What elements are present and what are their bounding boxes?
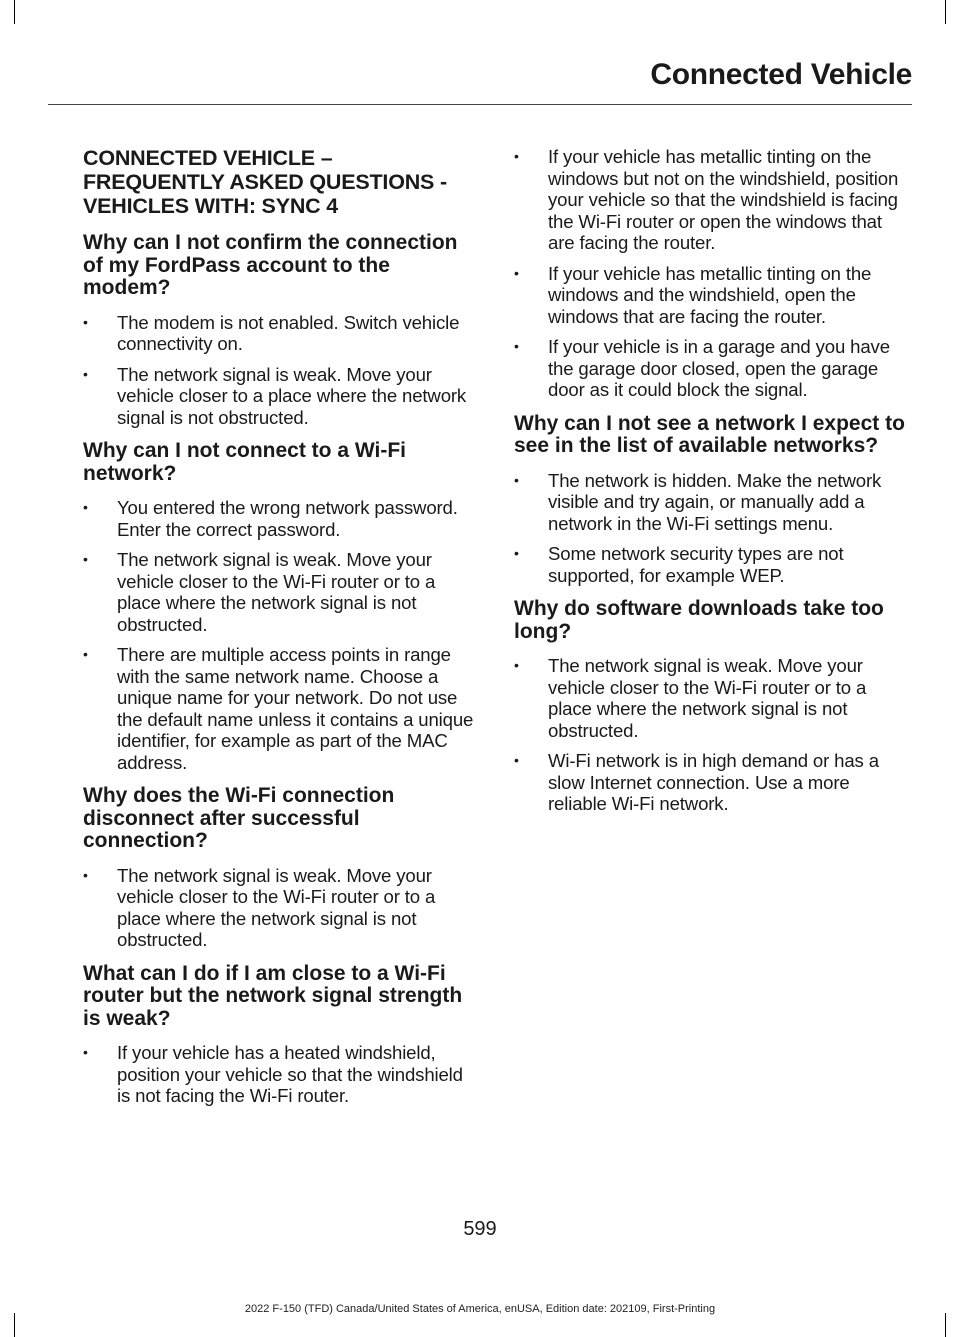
answer-item xyxy=(83,865,475,951)
answer-text: The modem is not enabled. Switch vehicle connectivity on. xyxy=(117,311,460,354)
answer-text: If your vehicle is in a garage and you have the garage door closed, open the garage door as it could block the signal. xyxy=(548,336,890,400)
answer-text: Some network security types are not supported, for example WEP. xyxy=(548,543,844,586)
answer-list xyxy=(83,497,475,773)
answer-text: Wi-Fi network is in high demand or has a slow Internet connection. Use a more reliable Wi-Fi network. xyxy=(548,750,879,814)
answer-text: You entered the wrong network password. Enter the correct password. xyxy=(117,497,458,540)
answer-text: If your vehicle has metallic tinting on the windows and the windshield, open the windows that are facing the router. xyxy=(548,262,872,327)
answer-text: The network signal is weak. Move your vehicle closer to the Wi-Fi router or to a place where the network signal is not obstructed. xyxy=(548,655,867,741)
answer-item xyxy=(83,364,475,429)
answer-list xyxy=(83,1042,475,1107)
answer-text: The network signal is weak. Move your vehicle closer to the Wi-Fi router or to a place where the network signal is not obstructed. xyxy=(117,864,436,950)
answer-item xyxy=(514,543,908,586)
answer-item xyxy=(83,497,475,540)
header-divider xyxy=(48,104,912,105)
bullet-icon: • xyxy=(83,551,88,567)
answer-text: The network signal is weak. Move your vehicle closer to a place where the network signal is not obstructed. xyxy=(117,363,467,428)
bullet-icon: • xyxy=(514,471,519,488)
bullet-icon: • xyxy=(514,338,519,354)
bullet-icon: • xyxy=(514,148,519,164)
answer-list xyxy=(514,470,908,587)
question-heading: Why can I not see a network I expect to see in the list of available networks? xyxy=(514,411,905,457)
question-heading: What can I do if I am close to a Wi-Fi router but the network signal strength is weak? xyxy=(83,961,463,1030)
answer-item xyxy=(514,336,908,401)
bullet-icon: • xyxy=(83,866,88,883)
question-heading: Why can I not confirm the connection of my FordPass account to the modem? xyxy=(83,231,458,299)
edition-footer: 2022 F-150 (TFD) Canada/United States of America, enUSA, Edition date: 202109, First-Printing xyxy=(244,1303,716,1315)
bullet-icon: • xyxy=(514,264,519,281)
bullet-icon: • xyxy=(514,752,519,768)
crop-mark-top-right xyxy=(945,0,946,24)
crop-mark-bottom-left xyxy=(14,1313,15,1337)
answer-item xyxy=(514,146,908,254)
bullet-icon: • xyxy=(514,545,519,561)
bullet-icon: • xyxy=(83,1044,88,1060)
answer-item xyxy=(514,470,908,535)
answer-item xyxy=(83,644,475,773)
answer-text: The network is hidden. Make the network visible and try again, or manually add a network in the Wi-Fi settings menu. xyxy=(548,469,882,534)
answer-text: There are multiple access points in range with the same network name. Choose a unique name for your network. Do not use the default name unless it contains a unique identifier, for example as part of the MAC address. xyxy=(117,644,474,773)
answer-item xyxy=(83,549,475,635)
page-header-title: Connected Vehicle xyxy=(650,58,912,91)
page-number: 599 xyxy=(463,1218,497,1240)
answer-item xyxy=(514,750,908,815)
right-column xyxy=(514,146,908,827)
bullet-icon: • xyxy=(514,657,519,673)
answer-text: The network signal is weak. Move your vehicle closer to the Wi-Fi router or to a place where the network signal is not obstructed. xyxy=(117,549,436,635)
answer-item xyxy=(83,312,475,355)
answer-text: If your vehicle has a heated windshield, position your vehicle so that the windshield is not facing the Wi-Fi router. xyxy=(117,1042,463,1106)
bullet-icon: • xyxy=(83,646,88,662)
question-heading: Why do software downloads take too long? xyxy=(514,597,884,643)
answer-list xyxy=(514,146,908,401)
section-title: CONNECTED VEHICLE – FREQUENTLY ASKED QUESTIONS - VEHICLES WITH: SYNC 4 xyxy=(83,146,447,218)
question-heading: Why can I not connect to a Wi-Fi network? xyxy=(83,439,406,485)
bullet-icon: • xyxy=(83,313,88,330)
answer-item xyxy=(514,263,908,328)
answer-text: If your vehicle has metallic tinting on the windows but not on the windshield, position your vehicle so that the windshield is facing the Wi-Fi router or open the windows that are facing the router. xyxy=(548,146,899,253)
crop-mark-bottom-right xyxy=(945,1313,946,1337)
answer-list xyxy=(83,865,475,951)
bullet-icon: • xyxy=(83,365,88,382)
answer-item xyxy=(83,1042,475,1107)
question-heading: Why does the Wi-Fi connection disconnect after successful connection? xyxy=(83,784,395,852)
answer-item xyxy=(514,655,908,741)
bullet-icon: • xyxy=(83,499,88,515)
left-column xyxy=(83,146,475,1119)
answer-list xyxy=(514,655,908,815)
crop-mark-top-left xyxy=(14,0,15,24)
answer-list xyxy=(83,312,475,429)
